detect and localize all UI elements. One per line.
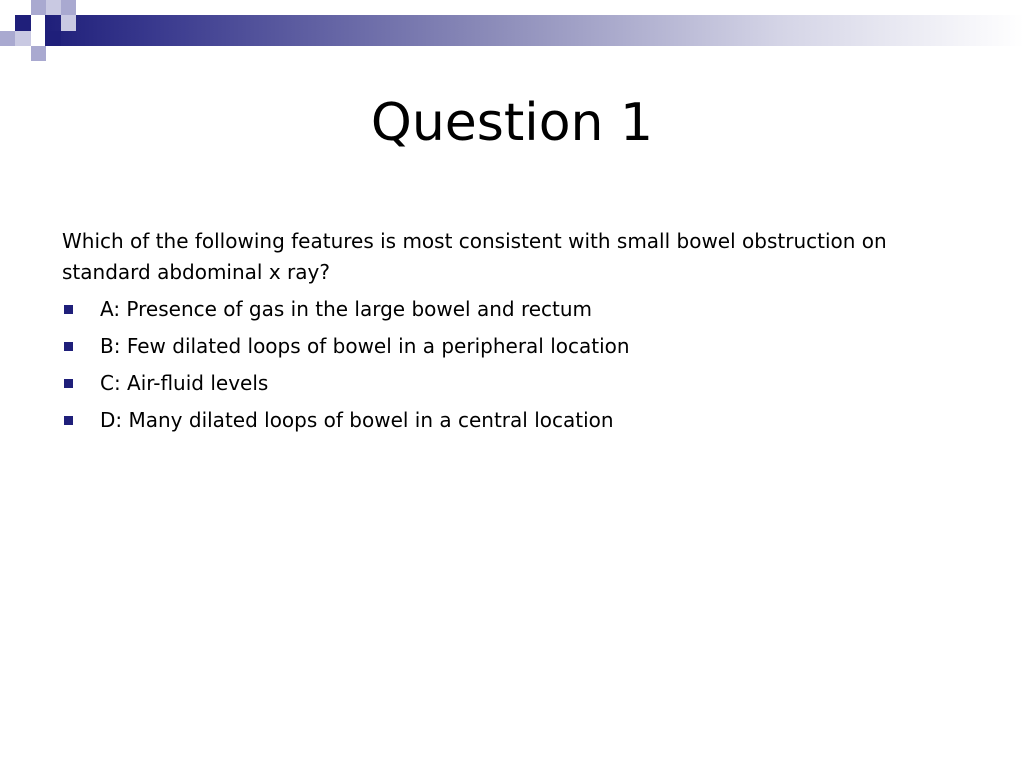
slide-title: Question 1 <box>370 93 654 153</box>
header-checker-square <box>46 31 61 46</box>
square-bullet-icon <box>64 342 73 351</box>
square-bullet-icon <box>64 305 73 314</box>
header-checker-square <box>46 0 61 15</box>
question-text: Which of the following features is most consistent with small bowel obstruction on standard abdominal x ray? <box>62 229 887 284</box>
answer-option-label: D: Many dilated loops of bowel in a central location <box>100 408 614 432</box>
header-checker-square <box>31 0 46 15</box>
answer-option-label: A: Presence of gas in the large bowel and rectum <box>100 297 593 321</box>
answer-option-b <box>62 331 962 362</box>
answer-option-c <box>62 368 962 399</box>
answer-options-list <box>62 294 962 436</box>
slide-body <box>62 226 962 442</box>
header-checker-square <box>15 15 31 31</box>
answer-option-d <box>62 405 962 436</box>
square-bullet-icon <box>64 416 73 425</box>
header-checker-square <box>15 31 31 46</box>
answer-option-a <box>62 294 962 325</box>
answer-option-label: C: Air-fluid levels <box>100 371 269 395</box>
header-checker-square <box>61 0 76 15</box>
square-bullet-icon <box>64 379 73 388</box>
answer-option-label: B: Few dilated loops of bowel in a peripheral location <box>100 334 630 358</box>
header-checker-square <box>61 15 76 31</box>
header-checker-square <box>0 31 15 46</box>
header-gradient-band <box>45 15 1024 46</box>
header-checker-square <box>31 46 46 61</box>
